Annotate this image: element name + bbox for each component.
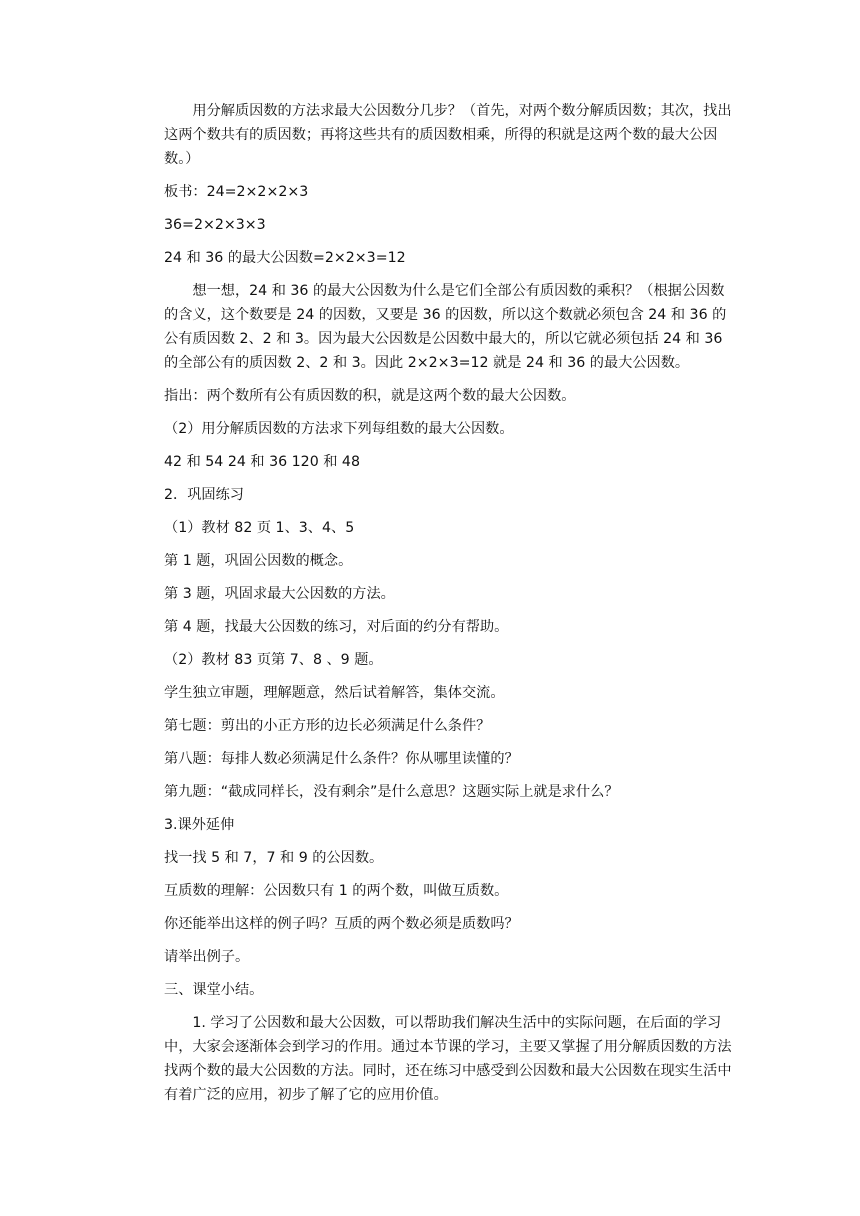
paragraph-board-36: 36=2×2×3×3 [164,217,266,233]
paragraph-exercise-2: （2）用分解质因数的方法求下列每组数的最大公因数。 [164,421,514,437]
paragraph-examples-question: 你还能举出这样的例子吗？互质的两个数必须是质数吗？ [164,916,519,932]
paragraph-board-gcf: 24 和 36 的最大公因数=2×2×3=12 [164,250,406,266]
heading-summary: 三、课堂小结。 [164,982,264,998]
paragraph-give-examples: 请举出例子。 [164,949,250,965]
paragraph-textbook-82: （1）教材 82 页 1、3、4、5 [164,520,355,536]
paragraph-q3: 第 3 题，巩固求最大公因数的方法。 [164,586,395,602]
paragraph-think: 想一想，24 和 36 的最大公因数为什么是它们全部公有质因数的乘积？（根据公因数的含义，这个数要是 24 的因数，又要是 36 的因数，所以这个数就必须包含 24 和 36 的公有质因数 2、2 和 3。因为最大公因数是公因数中最大的，所以它就必须包括 24 和 36 的全部公有的质因数 2、2 和 3。因此 2×2×3=12 就是 24 和 36 的最大公因数。 [164,283,727,371]
paragraph-q9: 第九题：“截成同样长，没有剩余”是什么意思？这题实际上就是求什么？ [164,784,619,800]
paragraph-steps-question: 用分解质因数的方法求最大公因数分几步？（首先，对两个数分解质因数；其次，找出这两个数共有的质因数；再将这些共有的质因数相乘，所得的积就是这两个数的最大公因数。） [164,103,732,167]
paragraph-q4: 第 4 题，找最大公因数的练习，对后面的约分有帮助。 [164,619,509,635]
paragraph-q1: 第 1 题，巩固公因数的概念。 [164,553,353,569]
paragraph-textbook-83: （2）教材 83 页第 7、8 、9 题。 [164,652,383,668]
paragraph-independent: 学生独立审题，理解题意，然后试着解答，集体交流。 [164,685,505,701]
paragraph-number-groups: 42 和 54 24 和 36 120 和 48 [164,454,360,470]
heading-extension: 3.课外延伸 [164,817,235,833]
paragraph-q8: 第八题：每排人数必须满足什么条件？你从哪里读懂的？ [164,751,519,767]
paragraph-find-common: 找一找 5 和 7，7 和 9 的公因数。 [164,850,384,866]
paragraph-board-24: 板书：24=2×2×2×3 [164,184,309,200]
heading-consolidation: 2．巩固练习 [164,487,244,503]
paragraph-point-out: 指出：两个数所有公有质因数的积，就是这两个数的最大公因数。 [164,388,576,404]
paragraph-q7: 第七题：剪出的小正方形的边长必须满足什么条件？ [164,718,491,734]
paragraph-summary-1: 1. 学习了公因数和最大公因数，可以帮助我们解决生活中的实际问题，在后面的学习中，大家会逐渐体会到学习的作用。通过本节课的学习，主要又掌握了用分解质因数的方法找两个数的最大公因数的方法。同时，还在练习中感受到公因数和最大公因数在现实生活中有着广泛的应用，初步了解了它的应用价值。 [164,1015,732,1103]
paragraph-coprime: 互质数的理解：公因数只有 1 的两个数，叫做互质数。 [164,883,509,899]
